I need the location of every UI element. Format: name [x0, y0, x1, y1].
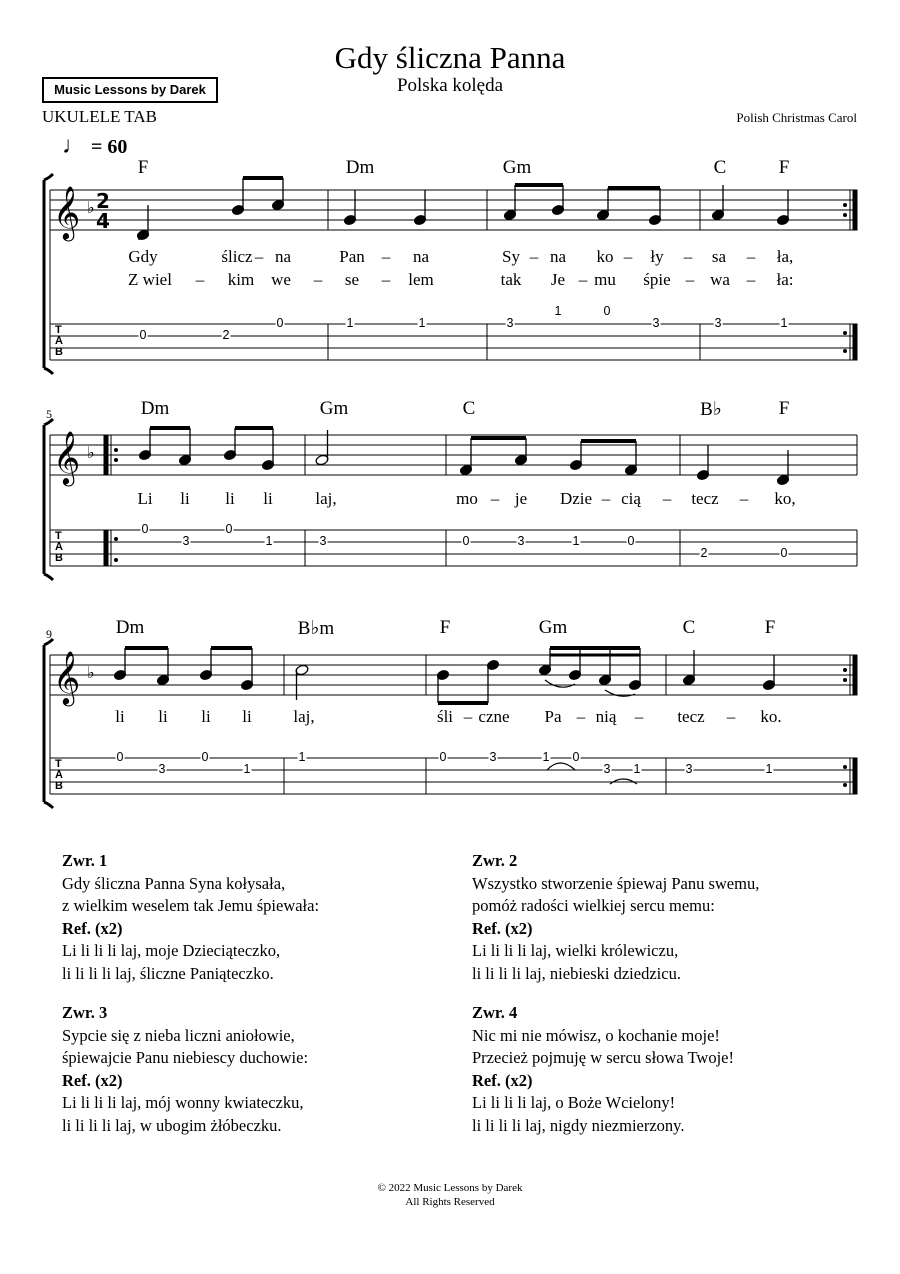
chord-symbol: C — [713, 157, 727, 178]
tab-fret-number: 2 — [222, 328, 230, 343]
staff-3 — [50, 655, 857, 794]
lyric-syllable: li — [115, 707, 125, 726]
lyric-hyphen: – — [739, 489, 749, 508]
lyric-hyphen: – — [746, 270, 756, 289]
measure-number: 9 — [46, 627, 52, 641]
chord-symbol: F — [439, 617, 451, 638]
verse-heading: Zwr. 1 — [62, 851, 108, 870]
lyric-syllable: Pan — [339, 247, 365, 266]
tab-fret-number: 0 — [603, 304, 611, 319]
footer — [0, 1181, 900, 1209]
lyric-syllable: li — [180, 489, 190, 508]
chord-symbol: F — [778, 157, 790, 178]
refrain-line: Li li li li laj, moje Dzieciąteczko, — [62, 941, 281, 960]
lyric-hyphen: – — [381, 247, 391, 266]
lyric-syllable: ko, — [774, 489, 796, 508]
tab-fret-number: 0 — [276, 316, 284, 331]
tab-fret-number: 3 — [685, 762, 693, 777]
lyric-syllable: lem — [408, 270, 434, 289]
lyric-syllable: Sy — [502, 247, 520, 266]
refrain-line: Li li li li laj, o Boże Wcielony! — [472, 1093, 676, 1112]
treble-clef-icon: 𝄞 — [53, 185, 81, 239]
page-title: Gdy śliczna Panna — [334, 40, 566, 75]
verse-heading: Zwr. 3 — [62, 1003, 108, 1022]
tab-fret-number: 3 — [603, 762, 611, 777]
chord-symbol: B♭ — [700, 399, 722, 420]
chord-symbol: Dm — [140, 398, 170, 419]
chord-symbol: Gm — [319, 398, 349, 419]
chord-symbol: F — [137, 157, 149, 178]
instrument-label: UKULELE TAB — [42, 107, 157, 126]
flat-key-signature-icon: ♭ — [87, 443, 95, 462]
flat-key-signature-icon: ♭ — [87, 663, 95, 682]
refrain-line: Li li li li laj, mój wonny kwiateczku, — [62, 1093, 304, 1112]
staff-2 — [50, 435, 857, 566]
lyric-hyphen: – — [313, 270, 323, 289]
lyric-syllable: śpie — [643, 270, 671, 289]
chord-symbol: B♭m — [297, 618, 335, 639]
lyric-syllable: ła: — [776, 270, 794, 289]
lyric-hyphen: – — [634, 707, 644, 726]
notes-system-1 — [136, 178, 789, 241]
lyric-syllable: mu — [594, 270, 616, 289]
rights-text: All Rights Reserved — [405, 1196, 495, 1208]
tab-clef-label: T A B — [55, 324, 63, 358]
lyric-syllable: li — [263, 489, 273, 508]
lyric-syllable: ko — [596, 247, 614, 266]
lyric-hyphen: – — [490, 489, 500, 508]
verse-block-1 — [62, 850, 319, 985]
refrain-line: li li li li laj, niebieski dziedzicu. — [472, 963, 681, 983]
tab-fret-number: 3 — [182, 534, 190, 549]
lyric-syllable: mo — [456, 489, 478, 508]
chord-symbol: Gm — [502, 157, 532, 178]
refrain-heading: Ref. (x2) — [62, 1070, 123, 1090]
lyric-syllable: Z wiel — [128, 270, 172, 289]
refrain-line: li li li li laj, nigdy niezmierzony. — [472, 1115, 685, 1135]
lyric-hyphen: – — [576, 707, 586, 726]
verse-heading: Zwr. 4 — [472, 1003, 518, 1022]
tab-fret-number: 0 — [141, 522, 149, 537]
composer-label: Polish Christmas Carol — [736, 110, 857, 125]
tab-fret-number: 1 — [243, 762, 251, 777]
notes-system-2 — [138, 428, 789, 486]
chord-symbol: Gm — [538, 617, 568, 638]
lyric-syllable: śli — [436, 707, 454, 726]
tab-fret-number: 1 — [572, 534, 580, 549]
lyric-syllable: cią — [621, 489, 641, 508]
lyric-hyphen: – — [662, 489, 672, 508]
tab-fret-number: 1 — [633, 762, 641, 777]
lyric-syllable: Gdy — [128, 247, 158, 266]
tab-clef-label: T A B — [55, 758, 63, 792]
verse-line: z wielkim weselem tak Jemu śpiewała: — [62, 896, 320, 915]
tab-fret-number: 0 — [462, 534, 470, 549]
chord-symbol: C — [682, 617, 696, 638]
system-bracket — [44, 419, 53, 580]
measure-number: 5 — [46, 407, 52, 421]
lyric-hyphen: – — [463, 707, 473, 726]
lyric-hyphen: – — [578, 270, 588, 289]
lyric-syllable: laj, — [293, 707, 315, 726]
chord-symbol: F — [764, 617, 776, 638]
lyric-hyphen: – — [254, 247, 264, 266]
verse-block-4 — [472, 1002, 734, 1137]
chord-symbol: C — [462, 398, 476, 419]
tab-fret-number: 1 — [765, 762, 773, 777]
tab-fret-number: 1 — [265, 534, 273, 549]
tab-fret-number: 3 — [158, 762, 166, 777]
chord-symbol: Dm — [115, 617, 145, 638]
tab-fret-number: 1 — [554, 304, 562, 319]
lyric-syllable: sa — [711, 247, 727, 266]
tab-fret-number: 1 — [542, 750, 550, 765]
lyric-syllable: tecz — [691, 489, 719, 508]
verse-line: Sypcie się z nieba liczni aniołowie, — [62, 1025, 295, 1045]
refrain-heading: Ref. (x2) — [472, 1070, 533, 1090]
tab-fret-number: 0 — [572, 750, 580, 765]
verse-line: śpiewajcie Panu niebiescy duchowie: — [62, 1048, 309, 1067]
time-signature-bottom: 4 — [96, 209, 110, 233]
verse-line: Przecież pojmuję w sercu słowa Twoje! — [472, 1048, 734, 1067]
tab-fret-number: 0 — [225, 522, 233, 537]
chord-symbol: F — [778, 398, 790, 419]
lyric-syllable: nią — [595, 707, 617, 726]
quarter-note-icon: ♩ — [62, 133, 86, 159]
lyric-syllable: we — [271, 270, 291, 289]
tab-clef-label: T A B — [55, 530, 63, 564]
verse-line: Wszystko stworzenie śpiewaj Panu swemu, — [472, 873, 760, 893]
lyric-hyphen: – — [195, 270, 205, 289]
verse-block-3 — [62, 1002, 308, 1137]
tab-fret-number: 1 — [346, 316, 354, 331]
tab-fret-number: 0 — [627, 534, 635, 549]
refrain-line: Li li li li laj, wielki królewiczu, — [472, 941, 679, 960]
lyric-syllable: laj, — [315, 489, 337, 508]
lyric-syllable: ślicz — [221, 247, 253, 266]
lyric-syllable: Je — [550, 270, 566, 289]
verse-block-2 — [472, 850, 759, 985]
lyric-syllable: tecz — [677, 707, 705, 726]
lyric-hyphen: – — [381, 270, 391, 289]
tab-fret-number: 0 — [116, 750, 124, 765]
time-signature-top: 2 — [96, 189, 110, 213]
tab-fret-number: 3 — [489, 750, 497, 765]
lyric-syllable: na — [412, 247, 430, 266]
lyric-hyphen: – — [685, 270, 695, 289]
page-subtitle: Polska kolęda — [396, 75, 504, 96]
verse-heading: Zwr. 2 — [472, 851, 518, 870]
lyric-syllable: je — [514, 489, 528, 508]
tab-fret-number: 0 — [139, 328, 147, 343]
flat-key-signature-icon: ♭ — [87, 198, 95, 217]
refrain-line: li li li li laj, śliczne Paniąteczko. — [62, 963, 274, 983]
lyric-syllable: ły — [650, 247, 664, 266]
lyric-syllable: kim — [227, 270, 255, 289]
tab-fret-number: 3 — [506, 316, 514, 331]
lyric-hyphen: – — [683, 247, 693, 266]
repeat-dots — [114, 203, 847, 787]
lyric-syllable: czne — [478, 707, 510, 726]
lyric-syllable: Pa — [544, 707, 562, 726]
tab-fret-number: 1 — [298, 750, 306, 765]
tab-fret-number: 0 — [201, 750, 209, 765]
lyric-syllable: na — [274, 247, 292, 266]
verse-line: pomóż radości wielkiej sercu memu: — [472, 896, 715, 915]
system-bracket — [44, 174, 53, 374]
chord-symbol: Dm — [345, 157, 375, 178]
tab-fret-number: 3 — [714, 316, 722, 331]
lyric-syllable: li — [225, 489, 235, 508]
copyright-text: © 2022 Music Lessons by Darek — [377, 1182, 523, 1194]
refrain-line: li li li li laj, w ubogim żłóbeczku. — [62, 1115, 282, 1135]
tab-fret-number: 3 — [517, 534, 525, 549]
tab-fret-number: 3 — [319, 534, 327, 549]
tab-fret-number: 3 — [652, 316, 660, 331]
lyric-syllable: li — [201, 707, 211, 726]
lyric-syllable: li — [158, 707, 168, 726]
lyric-syllable: se — [344, 270, 360, 289]
system-bracket — [44, 639, 53, 808]
lyric-syllable: ko. — [760, 707, 782, 726]
treble-clef-icon: 𝄞 — [53, 430, 81, 484]
tab-fret-number: 1 — [780, 316, 788, 331]
lyric-hyphen: – — [623, 247, 633, 266]
lyric-hyphen: – — [529, 247, 539, 266]
tab-fret-number: 2 — [700, 546, 708, 561]
lyric-hyphen: – — [746, 247, 756, 266]
lyric-syllable: wa — [710, 270, 730, 289]
lyric-hyphen: – — [726, 707, 736, 726]
tempo-value: = 60 — [91, 136, 128, 158]
lyric-hyphen: – — [601, 489, 611, 508]
brand-label: Music Lessons by Darek — [42, 77, 218, 103]
lyric-syllable: ła, — [776, 247, 794, 266]
lyric-syllable: li — [242, 707, 252, 726]
verse-line: Nic mi nie mówisz, o kochanie moje! — [472, 1025, 720, 1045]
lyric-syllable: na — [549, 247, 567, 266]
tab-fret-number: 0 — [439, 750, 447, 765]
tab-fret-number: 1 — [418, 316, 426, 331]
lyric-syllable: Dzie — [559, 489, 593, 508]
refrain-heading: Ref. (x2) — [472, 918, 533, 938]
verse-line: Gdy śliczna Panna Syna kołysała, — [62, 873, 286, 893]
refrain-heading: Ref. (x2) — [62, 918, 123, 938]
tab-fret-number: 0 — [780, 546, 788, 561]
lyric-syllable: Li — [137, 489, 153, 508]
treble-clef-icon: 𝄞 — [53, 650, 81, 704]
lyric-syllable: tak — [500, 270, 522, 289]
